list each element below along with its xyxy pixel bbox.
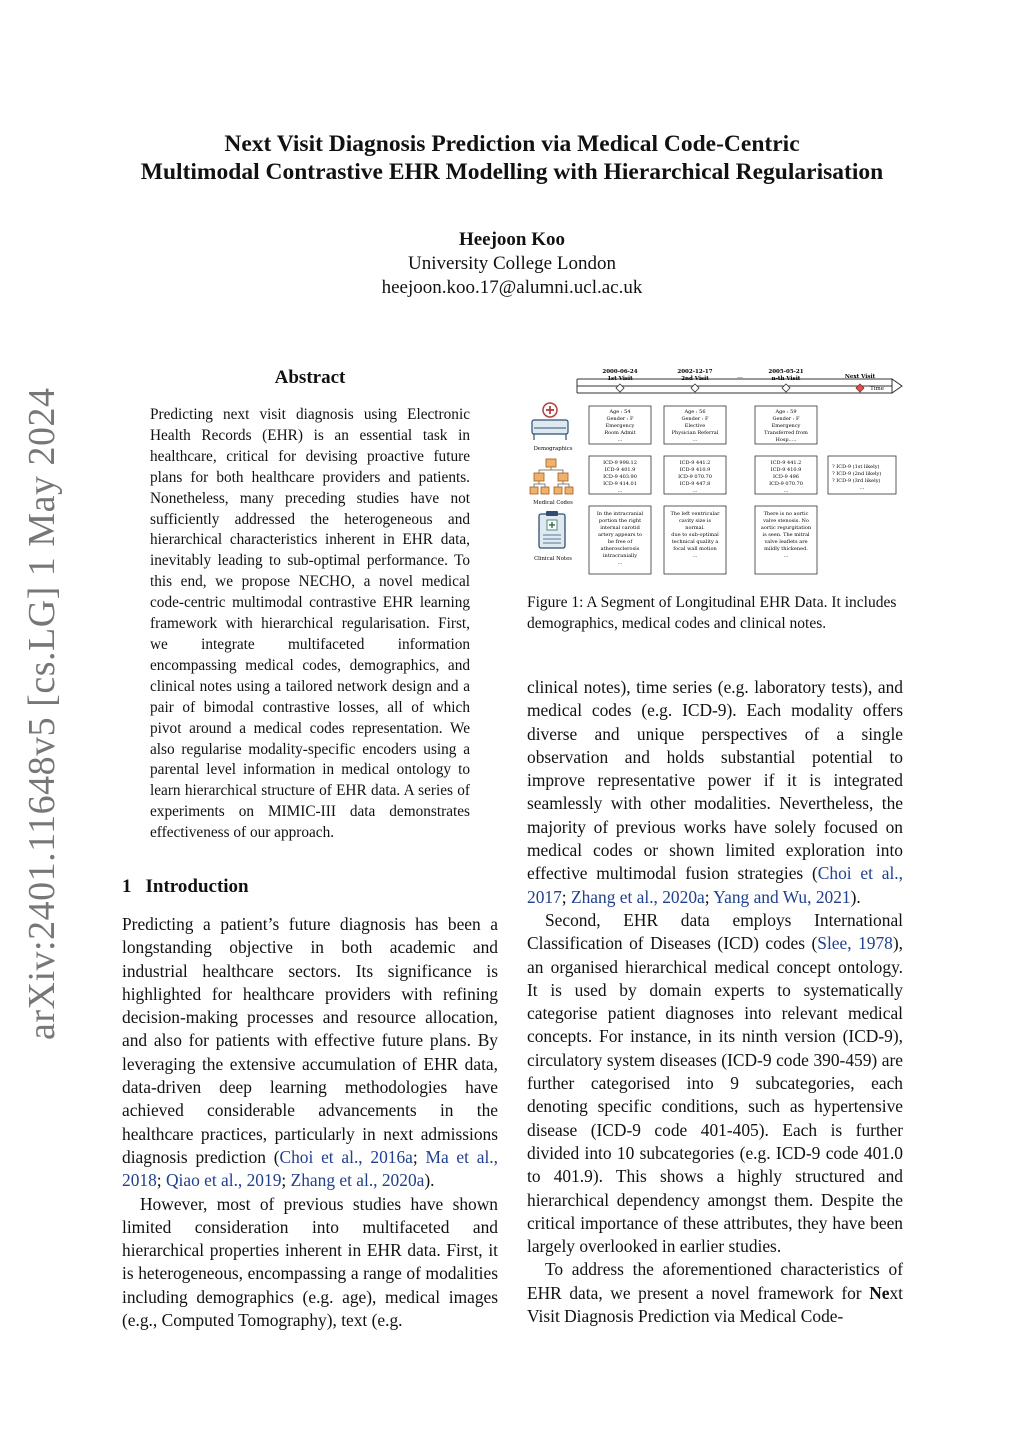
medical-codes-icon bbox=[530, 459, 573, 494]
visit-2-codes-box bbox=[664, 456, 726, 494]
next-visit-prediction-box bbox=[828, 456, 896, 494]
visit-1-note-box bbox=[589, 506, 651, 574]
visit-date: 2005-05-21 bbox=[768, 369, 804, 375]
author-block bbox=[0, 228, 1024, 300]
box-line: Gender : F bbox=[772, 416, 800, 422]
box-line: cavity size is bbox=[678, 518, 712, 524]
box-line: Emergency bbox=[605, 423, 635, 429]
box-line: Gender : F bbox=[681, 416, 709, 422]
citation-link[interactable]: Slee, 1978 bbox=[817, 933, 893, 954]
box-line: aortic regurgitation bbox=[760, 525, 812, 531]
visit-header-1 bbox=[602, 369, 637, 392]
box-line: ICD-9 414.01 bbox=[603, 481, 637, 487]
box-line: ICD-9 496 bbox=[773, 474, 799, 480]
row-label-clinical-notes: Clinical Notes bbox=[534, 556, 572, 562]
intro-paragraph-4 bbox=[527, 1258, 903, 1328]
box-line: ... bbox=[692, 437, 698, 443]
citation-link[interactable]: Choi et al., 2016a bbox=[279, 1146, 413, 1167]
box-line: is seen. The mitral bbox=[762, 532, 810, 538]
prediction-line: ? ICD-9 (1st likely) bbox=[832, 464, 880, 470]
prediction-line: ... bbox=[859, 485, 865, 491]
box-line: be free of bbox=[607, 539, 633, 545]
citation-link[interactable]: Ma et al., 2018 bbox=[122, 1146, 498, 1191]
visit-marker bbox=[691, 384, 699, 392]
time-label: Time bbox=[870, 386, 884, 392]
paragraph-text: Second, EHR data employs International Classification of Diseases (ICD) codes ( bbox=[527, 909, 903, 954]
next-visit-label: Next Visit bbox=[844, 374, 876, 380]
visit-label: 1st Visit bbox=[607, 376, 633, 382]
box-line: ... bbox=[783, 553, 789, 559]
intro-paragraph-3 bbox=[527, 909, 903, 1258]
visit-n-codes-box bbox=[755, 456, 817, 494]
box-line: Gender : F bbox=[606, 416, 634, 422]
box-line: ICD-9 403.90 bbox=[603, 474, 637, 480]
intro-paragraph-2: However, most of previous studies have shown limited consideration into multifaceted and hierarchical properties inherent in EHR data. First, it is heterogeneous, encompassing a range of modalities including demographics (e.g. age), medical images (e.g., Computed Tomography), text (e.g. bbox=[122, 1193, 498, 1331]
box-line: normal. bbox=[685, 525, 705, 531]
box-line: The left ventricular bbox=[670, 511, 720, 517]
prediction-line: ? ICD-9 (2nd likely) bbox=[832, 471, 882, 477]
box-line: Physician Referral bbox=[671, 430, 719, 436]
arxiv-stamp: arXiv:2401.11648v5 [cs.LG] 1 May 2024 bbox=[21, 387, 63, 1040]
citation-link[interactable]: Yang and Wu, 2021 bbox=[713, 886, 851, 907]
box-line: Emergency bbox=[771, 423, 801, 429]
paragraph-text: ), an organised hierarchical medical concept ontology. It is used by domain experts to systematically categorise patient diagnoses into relevant medical concepts. For instance, in its ninth version (ICD-9), circulatory system diseases (ICD-9 code 390-459) are further categorised into 9 subcategories, each denoting specific conditions, such as hypertensive disease (ICD-9 code 401-405). Each is further divided into 10 subcategories (e.g. ICD-9 code 401.0 to 401.9). This shows a highly structured and hierarchical dependency amongst them. Despite the critical importance of these attributes, they have been largely overlooked in earlier studies. bbox=[527, 933, 903, 1257]
title-line-1: Next Visit Diagnosis Prediction via Medical Code-Centric bbox=[224, 131, 800, 157]
box-line: focal wall motion bbox=[673, 546, 717, 552]
figure-1 bbox=[522, 364, 910, 578]
citation-link[interactable]: Zhang et al., 2020a bbox=[290, 1170, 425, 1191]
row-label-demographics: Demographics bbox=[533, 446, 573, 452]
visit-n-note-box bbox=[755, 506, 817, 574]
intro-paragraph-1: Predicting a patient’s future diagnosis has been a longstanding objective in both academic and industrial healthcare sectors. Its significance is highlighted for healthcare providers with refining decision-making processes and resource allocation, and also for patients with effective future plans. By leveraging the extensive accumulation of EHR data, data-driven deep learning methodologies have achieved considerable advancements in the healthcare practices, particularly in next admissions diagnosis prediction (Choi et al., 2016a; Ma et al., 2018; Qiao et al., 2019; Zhang et al., 2020a). bbox=[122, 914, 498, 1191]
box-line: Elective bbox=[684, 423, 706, 429]
section-number: 1 bbox=[122, 876, 132, 897]
box-line: intracranially bbox=[602, 553, 638, 559]
acronym-emphasis: Ne bbox=[869, 1282, 890, 1303]
box-line: Age : 56 bbox=[684, 409, 706, 415]
box-line: ... bbox=[692, 553, 698, 559]
visit-1-codes-box bbox=[589, 456, 651, 494]
visit-marker bbox=[782, 384, 790, 392]
prediction-line: ? ICD-9 (3rd likely) bbox=[832, 478, 881, 484]
citation-link[interactable]: Zhang et al., 2020a bbox=[570, 886, 705, 907]
paragraph-text: Predicting a patient’s future diagnosis has been a longstanding objective in both academic and industrial healthcare sectors. Its significance is highlighted for healthcare providers with refining decision-making processes and resource allocation, and also for patients with effective future plans. By leveraging the extensive accumulation of EHR data, data-driven deep learning methodologies have achieved considerable advancements in the healthcare practices, particularly in next admissions diagnosis prediction ( bbox=[122, 914, 498, 1167]
box-line: ... bbox=[692, 488, 698, 494]
box-line: ... bbox=[617, 437, 623, 443]
title-line-2: Multimodal Contrastive EHR Modelling with Hierarchical Regularisation bbox=[140, 159, 884, 185]
visit-label: n-th Visit bbox=[771, 376, 801, 382]
visit-1-demographics-box bbox=[589, 406, 651, 444]
demographics-icon bbox=[532, 403, 568, 440]
visit-date: 2000-06-24 bbox=[602, 369, 638, 375]
box-line: ICD-9 410.9 bbox=[770, 467, 802, 473]
clinical-notes-icon bbox=[539, 511, 565, 548]
author-affiliation: University College London bbox=[408, 253, 616, 274]
box-line: There is no aortic bbox=[763, 511, 809, 517]
paragraph-text: To address the aforementioned characteristics of EHR data, we present a novel framework for bbox=[527, 1259, 903, 1303]
paragraph-text: clinical notes), time series (e.g. laboratory tests), and medical codes (e.g. ICD-9). Each modality offers diverse and unique perspectives of a single observation and holds substantial potential to improve representative power if it is integrated seamlessly with other modalities. Nevertheless, the majority of previous works have solely focused on medical codes or shown limited exploration into effective multimodal fusion strategies ( bbox=[527, 677, 903, 884]
visit-2-demographics-box bbox=[664, 406, 726, 444]
paper-title bbox=[0, 130, 1024, 186]
visit-date: 2002-12-17 bbox=[677, 369, 713, 375]
abstract-text: Predicting next visit diagnosis using Electronic Health Records (EHR) is an essential task in healthcare, critical for devising proactive future plans for both healthcare providers and patients. Nonetheless, many preceding studies have not sufficiently addressed the heterogeneous and hierarchical characteristics inherent in EHR data, inevitably leading to sub-optimal performance. To this end, we propose NECHO, a novel medical code-centric multimodal contrastive EHR learning framework with hierarchical regularisation. First, we integrate multifaceted information encompassing medical codes, demographics, and clinical notes using a tailored network design and a pair of bimodal contrastive losses, all of which pivot around a medical codes representation. We also regularise modality-specific encoders using a parental level information in medical ontology to learn hierarchical structure of EHR data. A series of experiments on MIMIC-III data demonstrates effectiveness of our approach. bbox=[150, 406, 470, 842]
visit-2-note-box bbox=[664, 506, 726, 574]
citation-link[interactable]: Choi et al., 2017 bbox=[527, 863, 903, 907]
row-label-medical-codes: Medical Codes bbox=[533, 500, 573, 506]
figure-caption: Figure 1: A Segment of Longitudinal EHR Data. It includes demographics, medical codes and clinical notes. bbox=[527, 594, 897, 632]
visit-marker bbox=[616, 384, 624, 392]
box-line: atherosclerosis bbox=[600, 546, 640, 552]
citation-link[interactable]: Qiao et al., 2019 bbox=[165, 1170, 282, 1191]
author-name: Heejoon Koo bbox=[458, 229, 566, 250]
box-line: ICD-9 441.2 bbox=[679, 460, 711, 466]
box-line: Hosp..... bbox=[775, 437, 797, 443]
box-line: mildly thickened. bbox=[764, 546, 808, 552]
box-line: ... bbox=[617, 560, 623, 566]
box-line: ICD-9 998.12 bbox=[603, 460, 637, 466]
box-line: Room Admit bbox=[604, 430, 636, 436]
box-line: ... bbox=[783, 488, 789, 494]
box-line: Age : 59 bbox=[775, 409, 797, 415]
box-line: valve leaflets are bbox=[764, 539, 808, 545]
timeline-ellipsis: ... bbox=[737, 373, 743, 380]
box-line: portion the right bbox=[598, 518, 642, 524]
visit-n-demographics-box bbox=[755, 406, 817, 444]
visit-label: 2nd Visit bbox=[681, 376, 709, 382]
box-line: Age : 54 bbox=[609, 409, 631, 415]
author-email: heejoon.koo.17@alumni.ucl.ac.uk bbox=[381, 277, 643, 298]
intro-paragraph-2-cont: clinical notes), time series (e.g. laboratory tests), and medical codes (e.g. ICD-9). Each modality offers diverse and unique perspectives of a single observation and holds substantial potential to improve representative power if it is integrated seamlessly with other modalities. Nevertheless, the majority of previous works have solely focused on medical codes or shown limited exploration into effective multimodal fusion strategies (Choi et al., 2017; Zhang et al., 2020a; Yang and Wu, 2021). bbox=[527, 677, 903, 907]
box-line: ICD-9 401.9 bbox=[604, 467, 636, 473]
abstract-body bbox=[150, 405, 470, 844]
ehr-timeline-diagram bbox=[522, 364, 910, 578]
box-line: internal carotid bbox=[600, 525, 640, 531]
box-line: ICD-9 070.70 bbox=[769, 481, 803, 487]
paragraph-text: xt Visit Diagnosis Prediction via Medical Code- bbox=[527, 1282, 903, 1327]
box-line: artery appears to bbox=[597, 532, 643, 538]
box-line: ICD-9 410.9 bbox=[679, 467, 711, 473]
box-line: due to sub-optimal bbox=[671, 532, 719, 538]
box-line: ICD-9 070.70 bbox=[678, 474, 712, 480]
left-column bbox=[122, 913, 498, 1332]
box-line: ICD-9 447.8 bbox=[679, 481, 711, 487]
next-visit-marker bbox=[856, 384, 864, 392]
section-title: Introduction bbox=[145, 876, 249, 897]
box-line: technical quality a bbox=[671, 539, 719, 545]
box-line: ... bbox=[617, 488, 623, 494]
box-line: In the intracranial bbox=[596, 511, 644, 517]
abstract-heading: Abstract bbox=[274, 367, 346, 388]
right-column bbox=[527, 676, 903, 1328]
visit-header-3 bbox=[768, 369, 803, 392]
box-line: valve stenosis. No bbox=[763, 518, 809, 524]
section-heading-introduction bbox=[122, 876, 249, 898]
box-line: ICD-9 441.2 bbox=[770, 460, 802, 466]
box-line: Transferred from bbox=[764, 430, 808, 436]
timeline-arrowhead bbox=[892, 379, 902, 393]
visit-header-2 bbox=[677, 369, 712, 392]
